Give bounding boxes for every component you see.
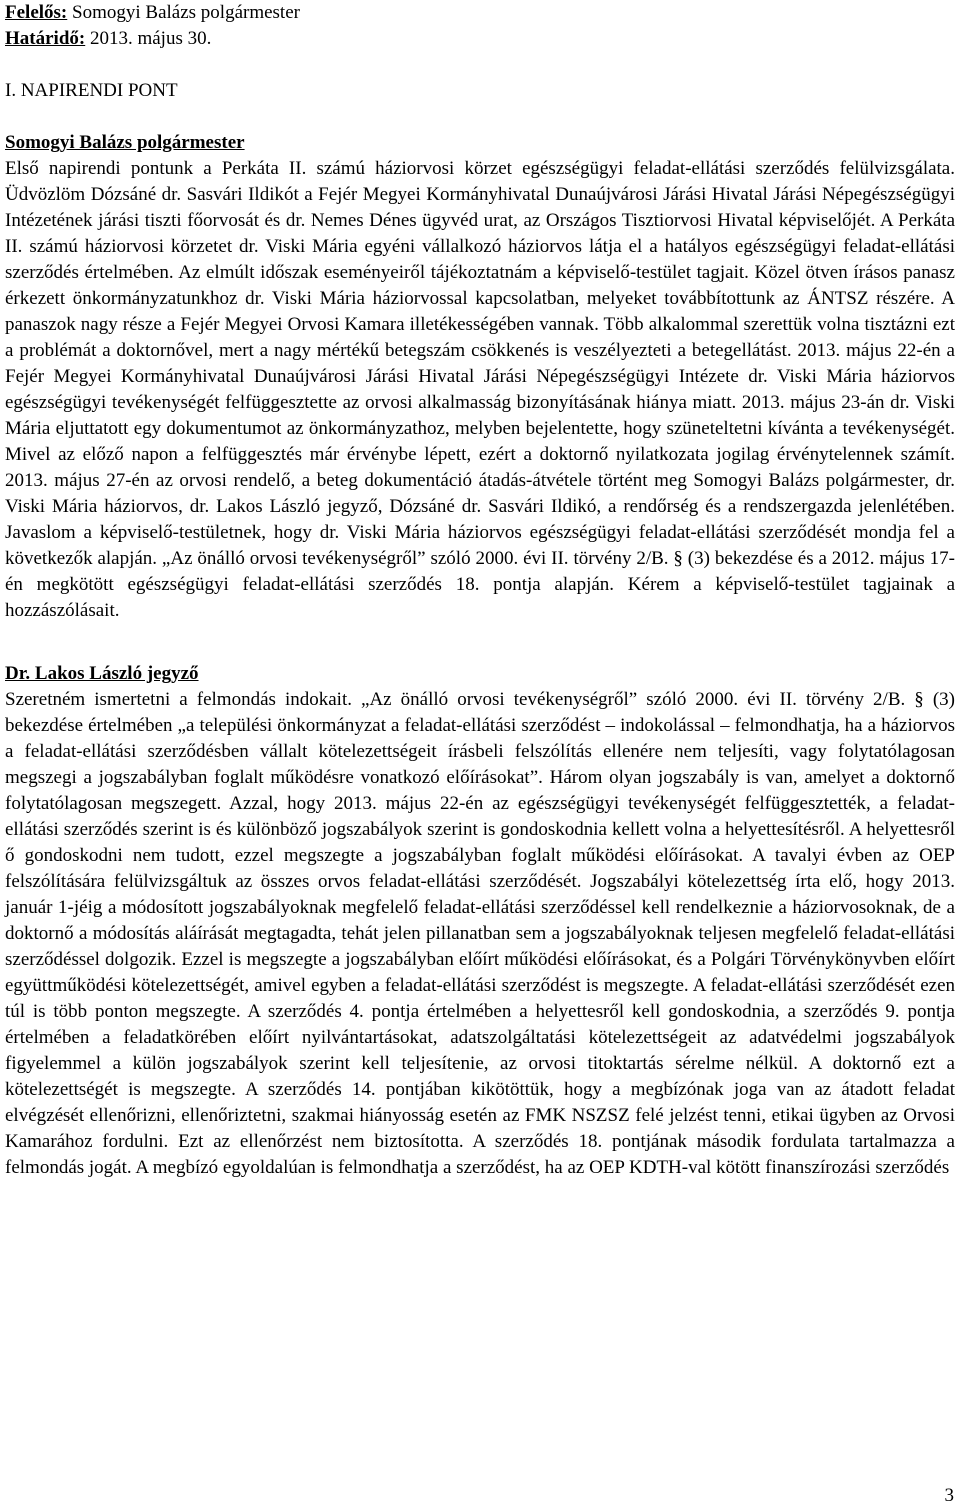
page-number: 3 (944, 1485, 954, 1506)
document-body (5, 0, 955, 1181)
deadline-value: 2013. május 30. (85, 28, 212, 49)
responsible-line (5, 0, 955, 26)
responsible-label: Felelős: (5, 2, 68, 23)
speaker-heading-mayor: Somogyi Balázs polgármester (5, 132, 245, 153)
speech-paragraph-mayor: Első napirendi pontunk a Perkáta II. számú háziorvosi körzet egészségügyi feladat-ellátási szerződés felülvizsgálata. Üdvözlöm Dózsáné dr. Sasvári Ildikót a Fejér Megyei Kormányhivatal Dunaújvárosi Járási Hivatal Járási Népegészségügyi Intézetének járási tiszti főorvosát és dr. Nemes Dénes ügyvéd urat, az Országos Tisztiorvosi Hivatal képviselőjét. A Perkáta II. számú háziorvosi körzetet dr. Viski Mária egyéni vállalkozó háziorvos látja el a hatályos egészségügyi feladat-ellátási szerződés értelmében. Az elmúlt időszak eseményeiről tájékoztatnám a képviselő-testület tagjait. Közel ötven írásos panasz érkezett önkormányzatunkhoz dr. Viski Mária háziorvossal kapcsolatban, melyeket továbbítottunk az ÁNTSZ részére. A panaszok nagy része a Fejér Megyei Orvosi Kamara illetékességében vannak. Több alkalommal szerettük volna tisztázni ezt a problémát a doktornővel, mert a nagy mértékű betegszám csökkenés is veszélyezteti a betegellátást. 2013. május 22-én a Fejér Megyei Kormányhivatal Dunaújvárosi Járási Hivatal Járási Népegészségügyi Intézete dr. Viski Mária háziorvos egészségügyi tevékenységét felfüggesztette az orvosi alkalmasság bizonyításának hiánya miatt. 2013. május 23-án dr. Viski Mária eljuttatott egy dokumentumot az önkormányzathoz, melyben bejelentette, hogy szüneteltetni kívánta a tevékenységét. Mivel az előző napon a felfüggesztés már érvénybe lépett, ezért a doktornő nyilatkozata jogilag érvénytelennek számít. 2013. május 27-én az orvosi rendelő, a beteg dokumentáció átadás-átvétele történt meg Somogyi Balázs polgármester, dr. Viski Mária háziorvos, dr. Lakos László jegyző, Dózsáné dr. Sasvári Ildikó, a rendőrség és a rendszergazda jelenlétében. Javaslom a képviselő-testületnek, hogy dr. Viski Mária háziorvos egészségügyi feladat-ellátási szerződését mondja fel a következők alapján. „Az önálló orvosi tevékenységről” szóló 2000. évi II. törvény 2/B. § (3) bekezdése és a 2012. május 17-én megkötött egészségügyi feladat-ellátási szerződés 18. pontja alapján. Kérem a képviselő-testület tagjainak a hozzászólásait. (5, 158, 955, 621)
speech-paragraph-notary: Szeretném ismertetni a felmondás indokait. „Az önálló orvosi tevékenységről” szóló 2000. évi II. törvény 2/B. § (3) bekezdése értelmében „a települési önkormányzat a feladat-ellátási szerződést – indokolással – felmondhatja, ha a háziorvos a feladat-ellátási szerződésben vállalt kötelezettségeit írásbeli felszólítás ellenére nem teljesíti, vagy folytatólagosan megszegi a jogszabályban foglalt működésre vonatkozó előírásokat”. Három olyan jogszabály is van, amelyet a doktornő folytatólagosan megszegett. Azzal, hogy 2013. május 22-én az egészségügyi tevékenységét felfüggesztették, a feladat-ellátási szerződés szerint is és különböző jogszabályok szerint is gondoskodnia kellett volna a helyettesítésről. A helyettesről ő gondoskodni nem tudott, ezzel megszegte a jogszabályban foglalt működési előírásokat. A tavalyi évben az OEP felszólítására felülvizsgáltuk az összes orvos feladat-ellátási szerződését. Jogszabályi kötelezettség írta elő, hogy 2013. január 1-jéig a módosított jogszabályoknak megfelelő feladat-ellátási szerződéssel kell rendelkeznie a háziorvosoknak, de a doktornő a módosítás aláírását megtagadta, tehát jelen pillanatban sem a jogszabályoknak teljesen megfelelő feladat-ellátási szerződéssel dolgozik. Ezzel is megszegte a jogszabályban előírt működési előírásokat, és a Polgári Törvénykönyvben előírt együttműködési kötelezettségét, amivel egyben a feladat-ellátási szerződést is megszegte. A feladat-ellátási szerződését ezen túl is több ponton megszegte. A szerződés 4. pontja értelmében a helyettesről kell gondoskodnia, a szerződés 9. pontja értelmében a feladatkörében előírt nyilvántartásokat, adatszolgáltatási kötelezettségeit az adatvédelmi jogszabályok figyelemmel a külön jogszabályok szerint kell teljesítenie, az orvosi titoktartás sérelme nélkül. A doktornő ezt a kötelezettségét is megszegte. A szerződés 14. pontjában kikötöttük, hogy a megbízónak joga van az átadott feladat elvégzését ellenőrizni, ellenőriztetni, szakmai hiányosság esetén az FMK NSZSZ felé jelzést tenni, etikai ügyben az Orvosi Kamarához fordulni. Ezt az ellenőrzést nem biztosította. A szerződés 18. pontjának második fordulata tartalmazza a felmondás jogát. A megbízó egyoldalúan is felmondhatja a szerződést, ha az OEP KDTH-val kötött finanszírozási szerződés (5, 689, 955, 1178)
responsible-value: Somogyi Balázs polgármester (67, 2, 300, 23)
deadline-label: Határidő: (5, 28, 86, 49)
speaker-heading-notary: Dr. Lakos László jegyző (5, 663, 199, 684)
deadline-line (5, 26, 955, 52)
agenda-title: I. NAPIRENDI PONT (5, 80, 178, 101)
